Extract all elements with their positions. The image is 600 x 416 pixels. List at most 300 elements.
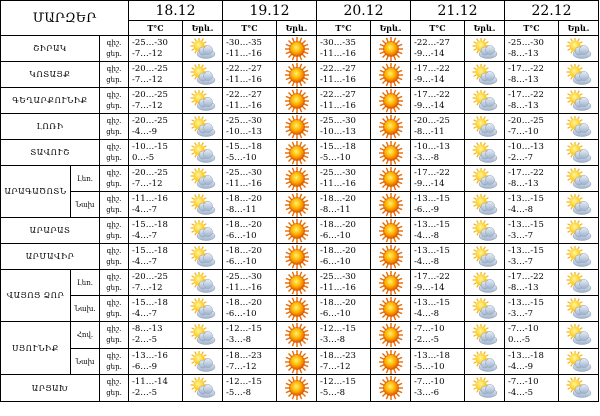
temperature-cell (223, 349, 277, 375)
temperature-cell (223, 244, 277, 270)
icon-col-header: Երև. (183, 21, 223, 36)
forecast-row (1, 88, 599, 114)
weather-icon-cell (277, 192, 317, 218)
forecast-row (1, 322, 599, 349)
region-name: ԱՐԱՐԱՏ (1, 218, 100, 244)
forecast-row (1, 140, 599, 166)
night-temperature: -18…-20 (226, 245, 262, 256)
weather-icon-cell (371, 322, 411, 349)
sun-cloud-icon (188, 194, 218, 216)
day-temperature: -4…-9 (508, 361, 534, 372)
weather-icon-cell (183, 322, 223, 349)
weather-icon-cell (183, 36, 223, 62)
sun-cloud-icon (188, 116, 218, 138)
sun-cloud-icon (188, 90, 218, 112)
temperature-cell (505, 62, 559, 88)
weather-icon-cell (559, 88, 599, 114)
night-temperature: -25…-30 (226, 167, 262, 178)
day-temperature: -4…-8 (414, 230, 440, 241)
night-temperature: -15…-18 (132, 245, 168, 256)
night-temperature: -13…-15 (508, 193, 544, 204)
day-temperature: -8…-13 (508, 74, 539, 85)
day-label: ցեր. (106, 231, 122, 240)
day-temperature: -8…-13 (508, 48, 539, 59)
day-label: ցեր. (106, 205, 122, 214)
sun-cloud-icon (564, 38, 594, 60)
temperature-cell (223, 296, 277, 322)
night-temperature: -7…-10 (508, 324, 539, 334)
sun-cloud-icon (470, 142, 500, 164)
sun-cloud-icon (564, 377, 594, 399)
day-temperature: -11…-16 (320, 100, 356, 111)
sun-icon (279, 297, 315, 321)
temperature-cell (317, 114, 371, 140)
weather-icon-cell (183, 244, 223, 270)
weather-icon-cell (559, 114, 599, 140)
sun-icon (279, 193, 315, 217)
temperature-cell (129, 88, 183, 114)
day-temperature: -9…-14 (414, 74, 445, 85)
night-temperature: -13…-15 (414, 219, 450, 230)
sun-cloud-icon (564, 168, 594, 190)
temperature-cell (505, 36, 559, 62)
night-temperature: -12…-15 (226, 324, 262, 334)
day-temperature: -2…-5 (414, 335, 440, 345)
weather-icon-cell (371, 114, 411, 140)
day-temperature: -8…-13 (508, 282, 539, 293)
night-day-labels (100, 296, 129, 322)
day-temperature: -8…-11 (226, 204, 257, 215)
sun-icon (279, 219, 315, 243)
sun-icon (279, 89, 315, 113)
temperature-cell (505, 270, 559, 296)
night-temperature: -17…-22 (414, 89, 450, 100)
night-day-labels (100, 322, 129, 349)
day-label: ցեր. (106, 389, 122, 397)
day-temperature: 0…-5 (508, 335, 531, 345)
temperature-cell (223, 322, 277, 349)
night-label: գիշ. (106, 90, 122, 99)
weather-icon-cell (277, 218, 317, 244)
weather-icon-cell (371, 166, 411, 192)
temperature-cell (505, 296, 559, 322)
weather-icon-cell (465, 114, 505, 140)
weather-icon-cell (277, 114, 317, 140)
day-label: ցեր. (106, 75, 122, 84)
night-temperature: -17…-22 (508, 63, 544, 74)
weather-icon-cell (183, 114, 223, 140)
temperature-cell (317, 375, 371, 402)
night-temperature: -25…-30 (226, 271, 262, 282)
weather-icon-cell (277, 166, 317, 192)
weather-icon-cell (465, 244, 505, 270)
temperature-cell (411, 114, 465, 140)
sun-cloud-icon (188, 38, 218, 60)
temperature-cell (317, 296, 371, 322)
temperature-cell (505, 322, 559, 349)
day-temperature: -7…-12 (132, 100, 163, 111)
temperature-cell (411, 270, 465, 296)
day-temperature: -11…-16 (226, 178, 262, 189)
region-name: ԱՐՄԱՎԻՐ (1, 244, 100, 270)
sun-cloud-icon (470, 90, 500, 112)
temperature-cell (411, 88, 465, 114)
temperature-cell (411, 140, 465, 166)
temperature-cell (411, 218, 465, 244)
temperature-cell (129, 36, 183, 62)
sun-cloud-icon (188, 272, 218, 294)
temperature-cell (129, 270, 183, 296)
sun-icon (373, 219, 409, 243)
weather-icon-cell (465, 62, 505, 88)
date-header: 18.12 (129, 1, 223, 21)
night-temperature: -7…-10 (414, 377, 445, 387)
night-label: գիշ. (106, 246, 122, 255)
subzone-label: Հով. (71, 322, 100, 349)
temperature-cell (129, 322, 183, 349)
weather-icon-cell (371, 36, 411, 62)
temperature-cell (411, 244, 465, 270)
day-temperature: -9…-14 (414, 282, 445, 293)
night-temperature: -15…-18 (132, 297, 168, 308)
sun-icon (373, 297, 409, 321)
night-temperature: -22…-27 (414, 37, 450, 48)
temp-col-header: T°C (223, 21, 277, 36)
sun-cloud-icon (470, 351, 500, 373)
forecast-row (1, 375, 599, 402)
forecast-row (1, 218, 599, 244)
temperature-cell (223, 114, 277, 140)
night-temperature: -17…-22 (414, 167, 450, 178)
sun-cloud-icon (564, 246, 594, 268)
weather-icon-cell (371, 88, 411, 114)
temperature-cell (505, 244, 559, 270)
night-temperature: -13…-18 (508, 350, 544, 361)
night-day-labels (100, 140, 129, 166)
night-label: գիշ. (106, 168, 122, 177)
temperature-cell (505, 218, 559, 244)
sun-cloud-icon (564, 64, 594, 86)
weather-icon-cell (277, 375, 317, 402)
sun-cloud-icon (188, 142, 218, 164)
night-temperature: -20…-25 (132, 63, 168, 74)
day-temperature: -11…-16 (226, 100, 262, 111)
weather-icon-cell (277, 36, 317, 62)
day-temperature: -6…-10 (320, 256, 351, 267)
night-label: գիշ. (106, 38, 122, 47)
day-temperature: -9…-14 (414, 48, 445, 59)
day-temperature: -7…-12 (320, 361, 351, 372)
temperature-cell (505, 88, 559, 114)
temperature-cell (223, 140, 277, 166)
weather-icon-cell (183, 166, 223, 192)
day-temperature: -4…-8 (414, 308, 440, 319)
day-temperature: -5…-8 (320, 388, 346, 398)
temperature-cell (411, 62, 465, 88)
weather-icon-cell (183, 296, 223, 322)
day-temperature: -11…-16 (320, 178, 356, 189)
night-temperature: -20…-25 (132, 167, 168, 178)
day-temperature: -3…-6 (414, 388, 440, 398)
weather-icon-cell (183, 140, 223, 166)
weather-icon-cell (277, 88, 317, 114)
temperature-cell (411, 36, 465, 62)
night-temperature: -15…-18 (132, 219, 168, 230)
night-temperature: -18…-20 (320, 193, 356, 204)
sun-cloud-icon (188, 64, 218, 86)
region-name: ԿՈՏԱՅՔ (1, 62, 100, 88)
sun-icon (279, 376, 315, 400)
weather-icon-cell (371, 270, 411, 296)
forecast-row (1, 36, 599, 62)
forecast-row (1, 270, 599, 296)
night-temperature: -20…-25 (132, 89, 168, 100)
weather-icon-cell (465, 349, 505, 375)
subzone-label: Նախ. (71, 296, 100, 322)
weather-icon-cell (371, 218, 411, 244)
temperature-cell (317, 88, 371, 114)
night-temperature: -18…-20 (226, 193, 262, 204)
night-temperature: -15…-18 (226, 141, 262, 152)
weather-icon-cell (277, 244, 317, 270)
night-temperature: -17…-22 (414, 271, 450, 282)
night-temperature: -10…-13 (414, 141, 450, 152)
weather-icon-cell (465, 140, 505, 166)
temperature-cell (411, 296, 465, 322)
day-temperature: -7…-12 (132, 74, 163, 85)
weather-icon-cell (559, 322, 599, 349)
sun-cloud-icon (470, 64, 500, 86)
day-label: ցեր. (106, 101, 122, 110)
sun-cloud-icon (470, 116, 500, 138)
sun-cloud-icon (188, 324, 218, 346)
night-day-labels (100, 88, 129, 114)
weather-icon-cell (559, 244, 599, 270)
weather-icon-cell (559, 166, 599, 192)
night-temperature: -13…-15 (414, 297, 450, 308)
sun-cloud-icon (564, 194, 594, 216)
weather-icon-cell (371, 62, 411, 88)
night-temperature: -20…-25 (132, 115, 168, 126)
day-temperature: -4…-7 (132, 256, 158, 267)
subzone-label: Նախ (71, 349, 100, 375)
night-day-labels (100, 114, 129, 140)
night-temperature: -22…-27 (320, 89, 356, 100)
day-label: ցեր. (106, 153, 122, 162)
night-temperature: -17…-22 (508, 271, 544, 282)
day-temperature: -3…-7 (508, 308, 534, 319)
night-temperature: -30…-35 (226, 37, 262, 48)
night-label: գիշ. (106, 351, 122, 360)
sun-cloud-icon (470, 272, 500, 294)
day-temperature: -6…-10 (226, 308, 257, 319)
temperature-cell (411, 375, 465, 402)
day-temperature: -10…-13 (320, 126, 356, 137)
icon-col-header: Երև. (371, 21, 411, 36)
day-temperature: -9…-14 (414, 178, 445, 189)
weather-icon-cell (465, 36, 505, 62)
day-temperature: -11…-16 (226, 48, 262, 59)
weather-icon-cell (183, 62, 223, 88)
day-temperature: -3…-8 (414, 152, 440, 163)
sun-cloud-icon (564, 351, 594, 373)
temperature-cell (129, 296, 183, 322)
temp-col-header: T°C (129, 21, 183, 36)
day-temperature: -11…-16 (226, 74, 262, 85)
weather-icon-cell (465, 218, 505, 244)
sun-icon (279, 350, 315, 374)
sun-icon (279, 141, 315, 165)
temperature-cell (317, 36, 371, 62)
night-day-labels (100, 244, 129, 270)
night-temperature: -13…-18 (414, 350, 450, 361)
night-temperature: -12…-15 (226, 377, 262, 387)
sun-icon (373, 376, 409, 400)
night-temperature: -13…-15 (414, 245, 450, 256)
temperature-cell (505, 114, 559, 140)
forecast-row (1, 296, 599, 322)
temperature-cell (129, 349, 183, 375)
weather-icon-cell (465, 296, 505, 322)
temperature-cell (223, 88, 277, 114)
day-temperature: -4…-7 (132, 204, 158, 215)
night-temperature: -20…-25 (508, 115, 544, 126)
subzone-label: Լեռ. (71, 270, 100, 296)
temperature-cell (505, 375, 559, 402)
temp-col-header: T°C (505, 21, 559, 36)
weather-icon-cell (465, 166, 505, 192)
temperature-cell (317, 62, 371, 88)
night-temperature: -11…-14 (132, 377, 168, 387)
day-temperature: -3…-8 (226, 335, 252, 345)
sun-icon (279, 37, 315, 61)
weather-icon-cell (371, 375, 411, 402)
day-temperature: -6…-10 (320, 308, 351, 319)
night-temperature: -10…-13 (508, 141, 544, 152)
day-label: ցեր. (106, 179, 122, 188)
day-temperature: -3…-7 (508, 230, 534, 241)
sun-cloud-icon (564, 324, 594, 346)
forecast-body (1, 36, 599, 402)
weather-icon-cell (277, 62, 317, 88)
temperature-cell (129, 218, 183, 244)
weather-icon-cell (371, 244, 411, 270)
day-temperature: -11…-16 (320, 48, 356, 59)
day-temperature: -8…-11 (320, 204, 351, 215)
weather-icon-cell (183, 375, 223, 402)
day-temperature: -8…-13 (508, 178, 539, 189)
sun-cloud-icon (470, 38, 500, 60)
temperature-cell (223, 192, 277, 218)
weather-icon-cell (559, 218, 599, 244)
sun-icon (279, 245, 315, 269)
sun-cloud-icon (188, 298, 218, 320)
region-name: ԱՐՑԱԽ (1, 375, 100, 402)
icon-col-header: Երև. (277, 21, 317, 36)
temperature-cell (317, 166, 371, 192)
day-temperature: -6…-10 (226, 256, 257, 267)
day-temperature: -8…-11 (414, 126, 445, 137)
sun-cloud-icon (564, 298, 594, 320)
night-temperature: -8…-13 (132, 324, 163, 334)
forecast-row (1, 244, 599, 270)
day-temperature: -7…-12 (226, 361, 257, 372)
weather-icon-cell (183, 218, 223, 244)
region-name: ԼՈՌԻ (1, 114, 100, 140)
day-temperature: -4…-8 (508, 204, 534, 215)
night-day-labels (100, 192, 129, 218)
forecast-row (1, 114, 599, 140)
date-header: 21.12 (411, 1, 505, 21)
day-temperature: -10…-13 (226, 126, 262, 137)
weather-icon-cell (465, 375, 505, 402)
night-temperature: -22…-27 (320, 63, 356, 74)
night-temperature: -25…-30 (226, 115, 262, 126)
date-header: 22.12 (505, 1, 599, 21)
day-temperature: -11…-16 (320, 74, 356, 85)
temperature-cell (129, 375, 183, 402)
day-label: ցեր. (106, 309, 122, 318)
night-temperature: -18…-20 (320, 219, 356, 230)
sun-icon (373, 37, 409, 61)
night-day-labels (100, 36, 129, 62)
temp-col-header: T°C (317, 21, 371, 36)
sun-icon (373, 89, 409, 113)
night-temperature: -11…-16 (132, 193, 168, 204)
sun-cloud-icon (564, 90, 594, 112)
day-temperature: -4…-9 (132, 126, 158, 137)
sun-cloud-icon (188, 168, 218, 190)
weather-icon-cell (371, 296, 411, 322)
temperature-cell (317, 349, 371, 375)
temperature-cell (505, 166, 559, 192)
temperature-cell (317, 140, 371, 166)
day-label: ցեր. (106, 257, 122, 266)
temperature-cell (411, 192, 465, 218)
day-temperature: -6…-10 (320, 230, 351, 241)
temp-col-header: T°C (411, 21, 465, 36)
day-temperature: -5…-10 (320, 152, 351, 163)
weather-icon-cell (183, 270, 223, 296)
sun-icon (373, 141, 409, 165)
day-temperature: -5…-10 (226, 152, 257, 163)
weather-icon-cell (183, 88, 223, 114)
day-temperature: -2…-7 (508, 152, 534, 163)
date-header: 19.12 (223, 1, 317, 21)
forecast-row (1, 62, 599, 88)
sun-icon (279, 63, 315, 87)
subzone-label: Նախ (71, 192, 100, 218)
temperature-cell (317, 322, 371, 349)
night-temperature: -15…-18 (320, 141, 356, 152)
temperature-cell (129, 140, 183, 166)
day-label: ցեր. (106, 283, 122, 292)
day-temperature: -4…-5 (508, 388, 534, 398)
sun-cloud-icon (470, 298, 500, 320)
sun-cloud-icon (564, 116, 594, 138)
icon-col-header: Երև. (559, 21, 599, 36)
sun-icon (279, 115, 315, 139)
weather-icon-cell (371, 192, 411, 218)
night-temperature: -12…-15 (320, 377, 356, 387)
temperature-cell (223, 166, 277, 192)
region-name: ՏԱՎՈՒՇ (1, 140, 100, 166)
weather-icon-cell (559, 375, 599, 402)
weather-icon-cell (183, 349, 223, 375)
weather-icon-cell (559, 296, 599, 322)
night-label: գիշ. (106, 194, 122, 203)
night-temperature: -20…-25 (132, 271, 168, 282)
